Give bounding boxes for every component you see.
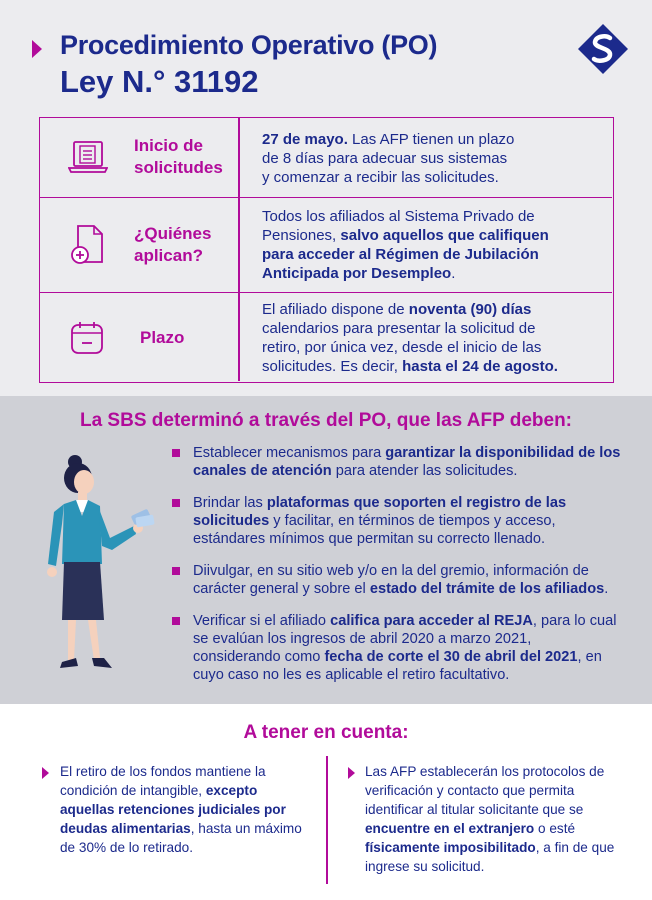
info-table	[39, 117, 614, 383]
row-text: El afiliado dispone de noventa (90) días calendarios para presentar la solicitud de retiro, por única vez, desde el inicio de las solicitudes. Es decir, hasta el 24 de agosto.	[262, 301, 558, 375]
section-title-notes: A tener en cuenta:	[243, 722, 409, 743]
title-arrow-icon	[32, 40, 42, 58]
note-right: Las AFP establecerán los protocolos de verificación y contacto que permita identificar al titular solicitante que se encuentre en el extranjero o esté físicamente imposibilitado, a fin de que ingrese su solicitud.	[365, 764, 615, 874]
note-left: El retiro de los fondos mantiene la condición de intangible, excepto aquellas retenciones judiciales por deudas alimentarias, hasta un máximo de 30% de lo retirado.	[60, 764, 302, 855]
row-label-line1: Plazo	[140, 328, 185, 347]
column-divider	[326, 756, 328, 884]
page-title: Procedimiento Operativo (PO)	[60, 30, 438, 60]
woman-holding-money-illustration	[38, 454, 158, 676]
bullet-square-icon	[172, 617, 180, 625]
arrow-bullet-icon	[42, 767, 49, 779]
row-label-line1: ¿Quiénes	[134, 224, 212, 243]
table-row-plazo	[40, 293, 612, 382]
arrow-bullet-icon	[348, 767, 355, 779]
table-row-inicio	[40, 118, 612, 198]
table-row-quienes	[40, 198, 612, 293]
bottom-section	[0, 704, 652, 900]
row-label-line2: aplican?	[134, 246, 203, 265]
document-plus-icon	[68, 224, 108, 266]
row-text: Todos los afiliados al Sistema Privado de Pensiones, salvo aquellos que califiquen para acceder al Régimen de Jubilación Anticipada por Desempleo.	[262, 208, 549, 282]
list-item: Establecer mecanismos para garantizar la disponibilidad de los canales de atención para atender las solicitudes.	[172, 444, 622, 480]
bullet-square-icon	[172, 449, 180, 457]
row-label-line1: Inicio de	[134, 136, 203, 155]
calendar-icon	[68, 320, 108, 356]
laptop-form-icon	[68, 140, 108, 176]
sbs-logo-icon	[576, 22, 630, 76]
page-subtitle: Ley N.° 31192	[60, 64, 259, 99]
bullet-square-icon	[172, 499, 180, 507]
afp-duties-list	[172, 444, 622, 698]
row-label-line2: solicitudes	[134, 158, 223, 177]
list-item: Brindar las plataformas que soporten el registro de las solicitudes y facilitar, en términos de tiempos y acceso, estándares mínimos que permitan su correcto llenado.	[172, 494, 622, 548]
top-section	[0, 0, 652, 396]
section-title-afp: La SBS determinó a través del PO, que las AFP deben:	[79, 410, 573, 431]
middle-section	[0, 396, 652, 704]
list-item: Verificar si el afiliado califica para acceder al REJA, para lo cual se evalúan los ingresos de abril 2020 a marzo 2021, considerando como fecha de corte el 30 de abril del 2021, en cuyo caso no les es aplicable el retiro facultativo.	[172, 612, 622, 684]
list-item: Diivulgar, en su sitio web y/o en la del gremio, información de carácter general y sobre el estado del trámite de los afiliados.	[172, 562, 622, 598]
bullet-square-icon	[172, 567, 180, 575]
row-text: 27 de mayo. Las AFP tienen un plazo de 8 días para adecuar sus sistemas y comenzar a recibir las solicitudes.	[262, 131, 515, 186]
